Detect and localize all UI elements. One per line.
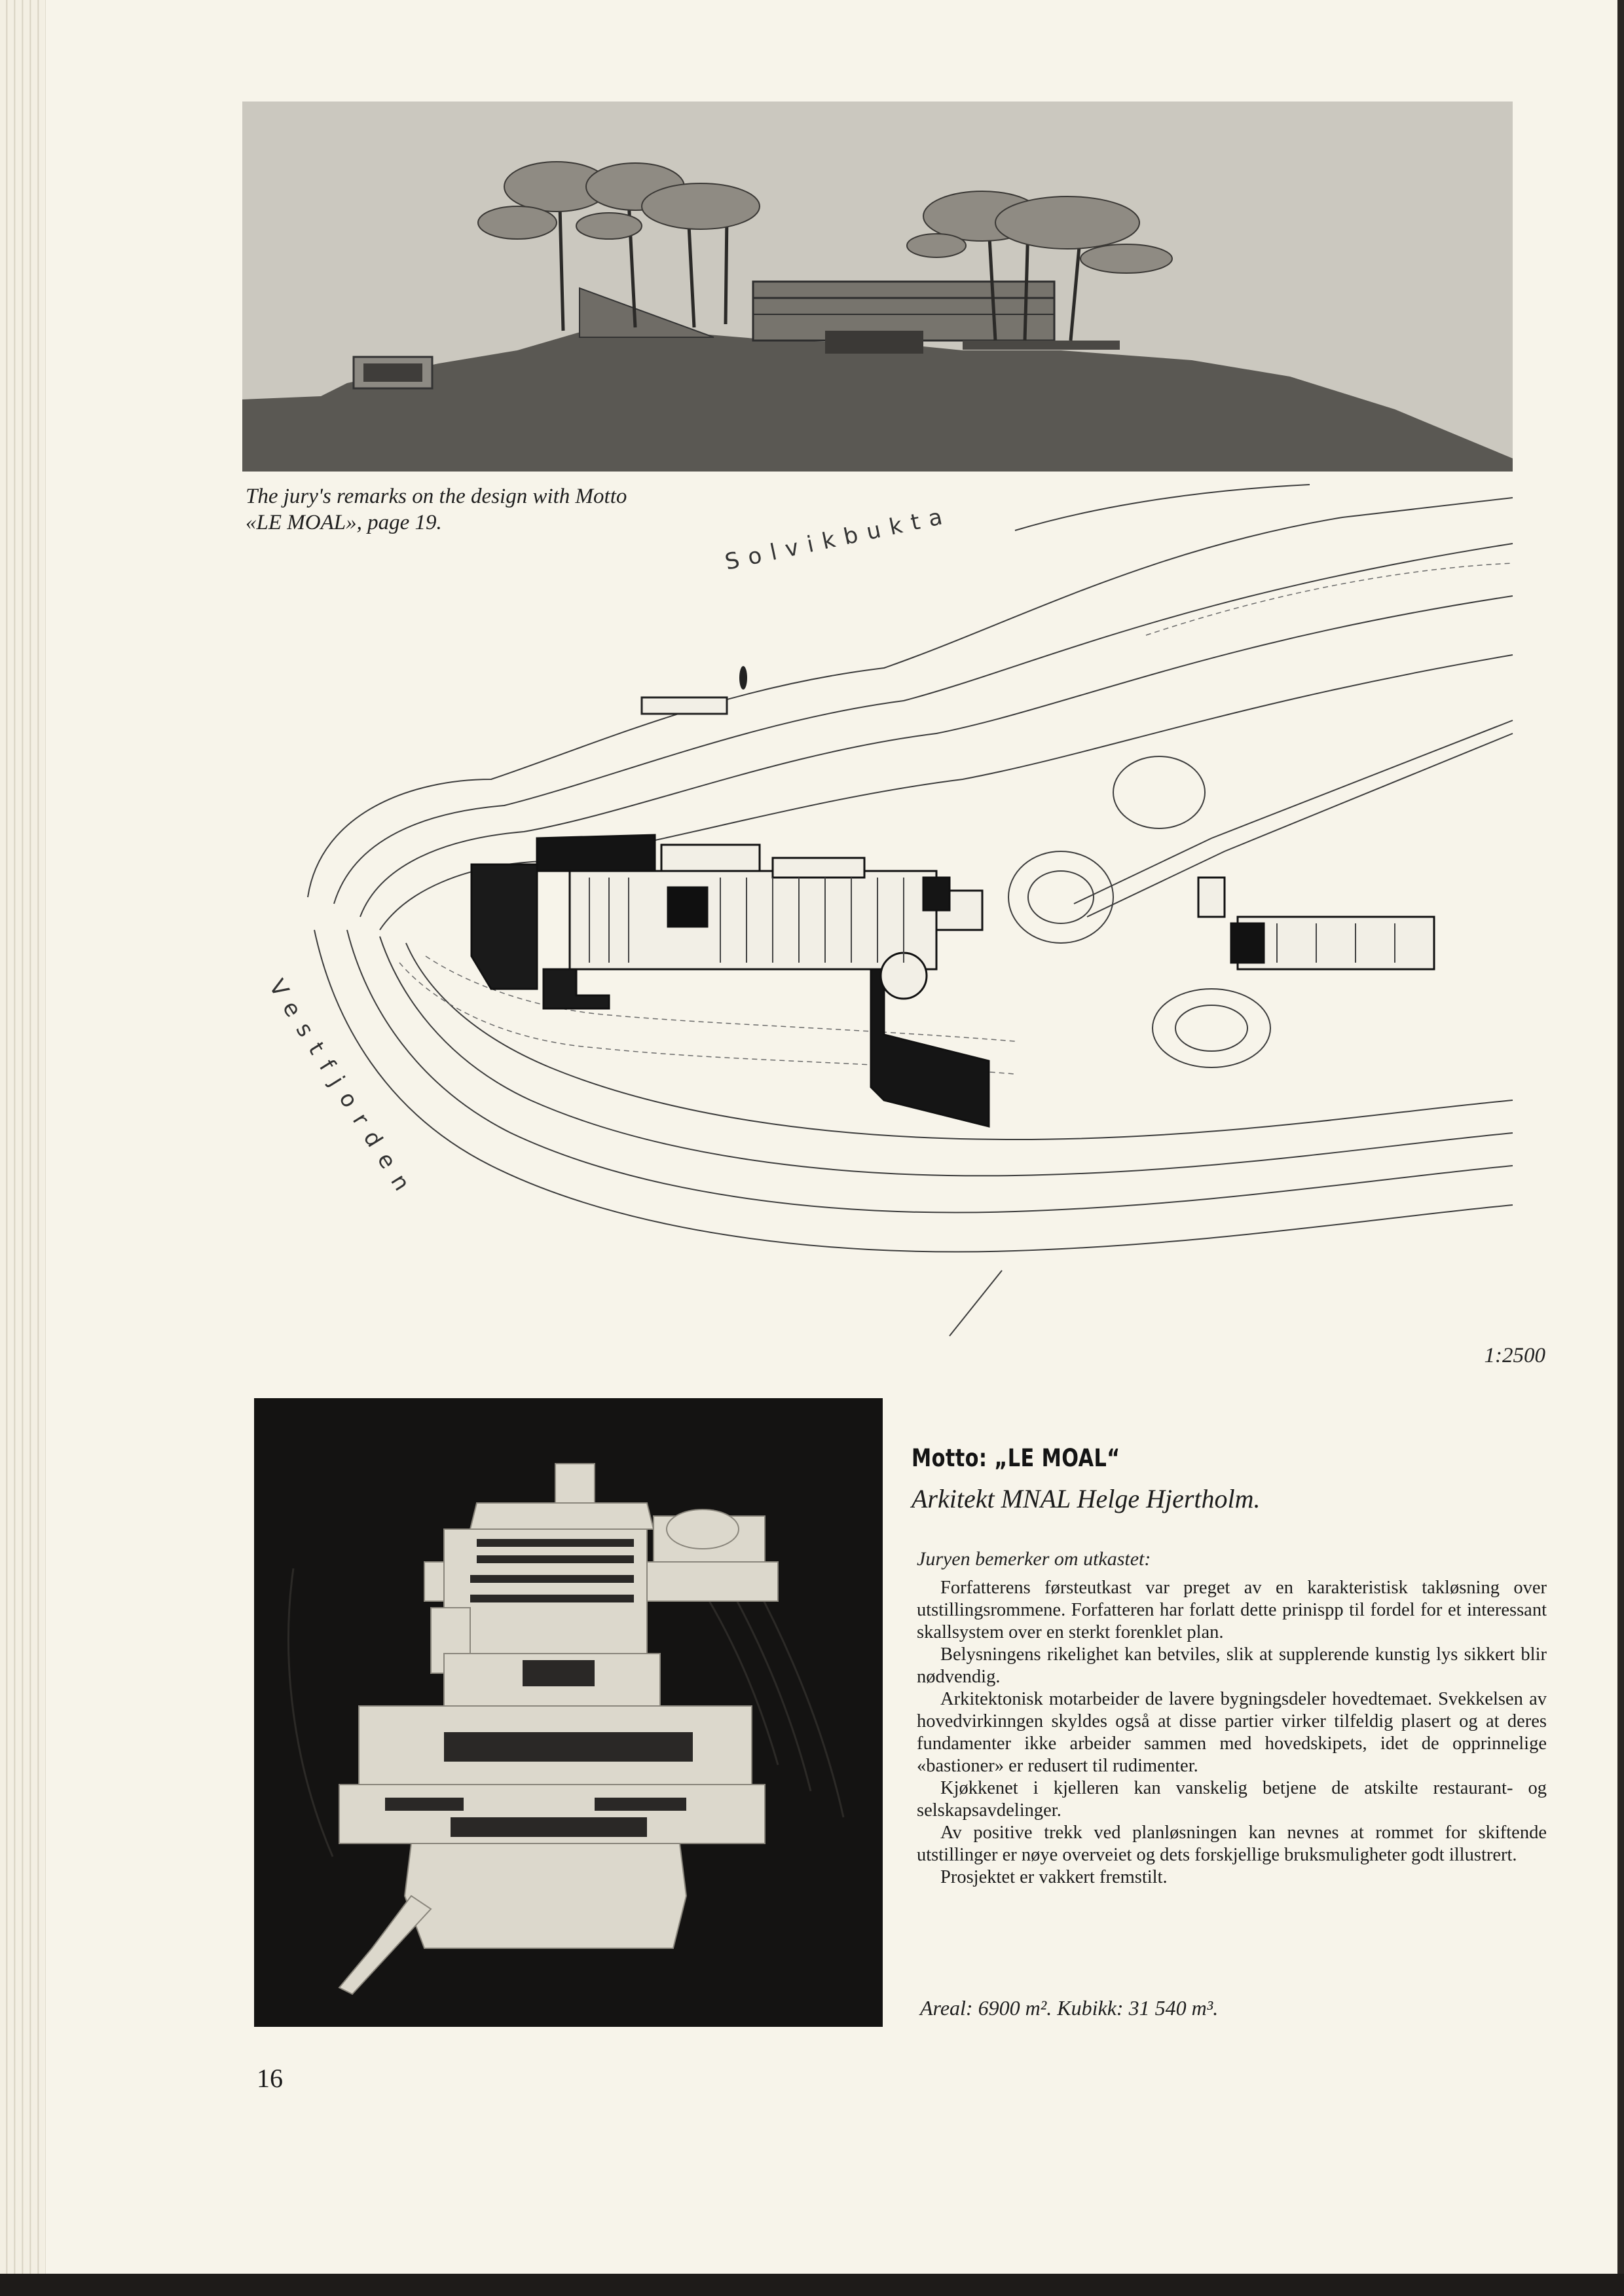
paragraph: Belysningens rikelighet kan betviles, slik at supplerende kunstig lys sikkert blir nødvendig. [917,1644,1547,1687]
bay-label: Solvikbukta [722,502,954,576]
paragraph: Kjøkkenet i kjelleren kan vanskelig betjene de atskilte restaurant- og selskapsavdelinger. [917,1778,1547,1821]
jury-heading: Juryen bemerker om utkastet: [917,1548,1151,1570]
architect-name: Arkitekt MNAL Helge Hjertholm. [912,1484,1261,1513]
elevation-drawing [242,102,1513,472]
scale-label: 1:2500 [1484,1344,1545,1367]
paragraph: Prosjektet er vakkert fremstilt. [940,1867,1168,1887]
motto-title: Motto: „LE MOAL“ [912,1444,1120,1472]
site-plan [263,472,1513,1342]
jury-remarks [917,1577,1547,1889]
figure-caption: The jury's remarks on the design with Motto «LE MOAL», page 19. [246,485,627,534]
page-number: 16 [257,2064,283,2093]
binding-edge [0,0,46,2286]
paragraph: Arkitektonisk motarbeider de lavere bygningsdeler hovedtemaet. Svekkelsen av hovedvirkinngen skyldes også at disse partier virker tilfeldig plasert og at deres fundamenter ikke arbeider sammen med hovedskipets, idet de opprinnelige «bastioner» er redusert til rudimenter. [917,1689,1547,1776]
area-volume: Areal: 6900 m². Kubikk: 31 540 m³. [920,1996,1219,2020]
paragraph: Av positive trekk ved planløsningen kan nevnes at rommet for skiftende utstillinger er nøye overveiet og dets forskjellige bruksmuligheter godt illustrert. [917,1823,1547,1865]
scan-edge [0,2274,1624,2296]
fjord-label: Vestfjorden [263,974,422,1206]
model-photo [254,1398,883,2027]
paragraph: Forfatterens førsteutkast var preget av en karakteristisk takløsning over utstillingsrommene. Forfatteren har forlatt dette prinispp til fordel for et interessant skallsystem over en sterkt forenklet plan. [917,1578,1547,1642]
